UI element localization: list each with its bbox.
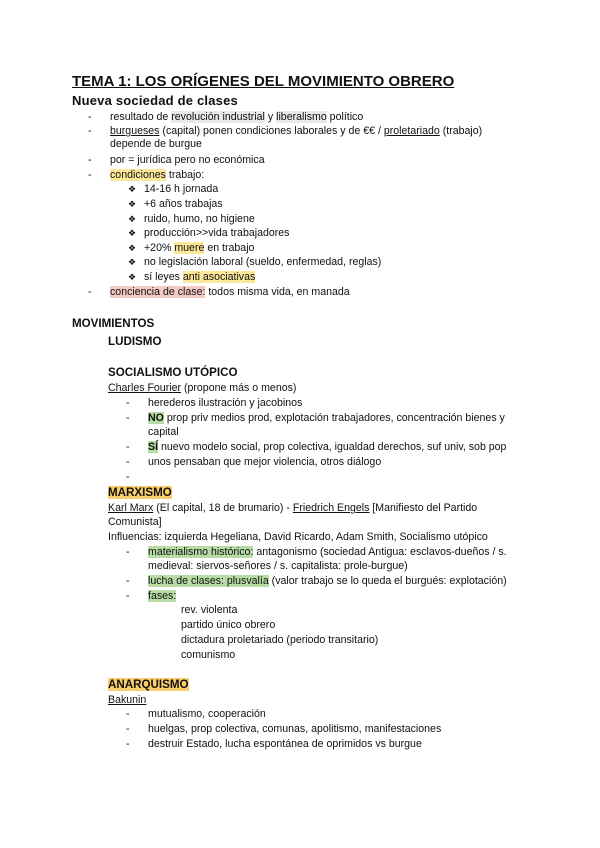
list-item: - huelgas, prop colectiva, comunas, apolitismo, manifestaciones bbox=[126, 723, 442, 735]
bullet-dash: - bbox=[126, 738, 130, 750]
sub-list-item: ❖ no legislación laboral (sueldo, enfermedad, reglas) bbox=[128, 256, 382, 268]
phase-item: partido único obrero bbox=[181, 619, 276, 631]
list-item: - unos pensaban que mejor violencia, otros diálogo bbox=[126, 456, 382, 468]
bullet-dash: - bbox=[126, 441, 130, 453]
highlight-text: ANARQUISMO bbox=[108, 678, 189, 691]
bullet-dash: - bbox=[88, 125, 92, 137]
phase-item: comunismo bbox=[181, 649, 236, 661]
influences-line: Influencias: izquierda Hegeliana, David Ricardo, Adam Smith, Socialismo utópico bbox=[108, 531, 488, 543]
author-line: Karl Marx (El capital, 18 de brumario) - Friedrich Engels [Manifiesto del Partido bbox=[108, 502, 478, 514]
highlight-text: NO bbox=[148, 412, 164, 424]
list-item: - lucha de clases: plusvalía (valor trabajo se lo queda el burgués: explotación) bbox=[126, 575, 507, 587]
diamond-bullet-icon: ❖ bbox=[128, 228, 137, 238]
highlight-text: materialismo histórico: bbox=[148, 546, 254, 558]
phase-item: dictadura proletariado (periodo transitario) bbox=[181, 634, 379, 646]
diamond-bullet-icon: ❖ bbox=[128, 272, 137, 282]
bullet-dash: - bbox=[88, 154, 92, 166]
list-item: - mutualismo, cooperación bbox=[126, 708, 266, 720]
list-item: - condiciones trabajo: bbox=[88, 169, 205, 181]
list-item: - destruir Estado, lucha espontánea de oprimidos vs burgue bbox=[126, 738, 422, 750]
highlight-text: conciencia de clase: bbox=[110, 286, 206, 298]
highlight-text: anti asociativas bbox=[182, 271, 256, 283]
list-item: - por = jurídica pero no económica bbox=[88, 154, 265, 166]
highlight-text: liberalismo bbox=[276, 111, 327, 123]
section-heading-socialismo-utopico: SOCIALISMO UTÓPICO bbox=[108, 366, 238, 379]
list-item: - materialismo histórico: antagonismo (sociedad Antigua: esclavos-dueños / s. bbox=[126, 546, 507, 558]
sub-list-item: ❖ producción>>vida trabajadores bbox=[128, 227, 290, 239]
sub-list-item: ❖ sí leyes anti asociativas bbox=[128, 271, 256, 283]
sub-list-item: ❖ +20% muere en trabajo bbox=[128, 242, 255, 254]
highlight-text: lucha de clases: plusvalía bbox=[148, 575, 269, 587]
author-line-continuation: Comunista] bbox=[108, 516, 162, 528]
list-item-continuation: capital bbox=[148, 426, 179, 438]
list-item bbox=[126, 590, 176, 603]
highlight-text: condiciones bbox=[110, 169, 166, 181]
list-item: - resultado de revolución industrial y liberalismo político bbox=[88, 111, 364, 123]
bullet-dash: - bbox=[88, 111, 92, 123]
bullet-dash: - bbox=[126, 708, 130, 720]
diamond-bullet-icon: ❖ bbox=[128, 243, 137, 253]
list-item: - burgueses (capital) ponen condiciones laborales y de €€ / proletariado (trabajo) bbox=[88, 125, 483, 137]
diamond-bullet-icon: ❖ bbox=[128, 199, 137, 209]
list-item: - conciencia de clase: todos misma vida, en manada bbox=[88, 286, 350, 298]
list-item-continuation: depende de burgue bbox=[110, 138, 202, 150]
list-item: - SÍ nuevo modelo social, prop colectiva, igualdad derechos, suf univ, sob pop bbox=[126, 441, 507, 453]
section-heading-marxismo bbox=[108, 486, 172, 500]
bullet-dash: - bbox=[126, 546, 130, 558]
list-item-empty bbox=[126, 471, 148, 484]
section-heading-ludismo: LUDISMO bbox=[108, 335, 162, 348]
section-heading-anarquismo bbox=[108, 678, 189, 692]
sub-list-item: ❖ ruido, humo, no higiene bbox=[128, 213, 255, 225]
section-heading-movimientos: MOVIMIENTOS bbox=[72, 317, 155, 330]
sub-list-item: ❖ +6 años trabajas bbox=[128, 198, 223, 210]
diamond-bullet-icon: ❖ bbox=[128, 257, 137, 267]
section-heading-nueva-sociedad: Nueva sociedad de clases bbox=[72, 93, 238, 108]
list-item: - herederos ilustración y jacobinos bbox=[126, 397, 303, 409]
bullet-dash: - bbox=[126, 590, 130, 602]
highlight-text: MARXISMO bbox=[108, 486, 172, 499]
sub-list-item: ❖ 14-16 h jornada bbox=[128, 183, 219, 195]
bullet-dash: - bbox=[126, 723, 130, 735]
highlight-text: fases: bbox=[148, 590, 177, 602]
highlight-text: revolución industrial bbox=[171, 111, 265, 123]
page-title: TEMA 1: LOS ORÍGENES DEL MOVIMIENTO OBRERO bbox=[72, 73, 455, 90]
author-line: Bakunin bbox=[108, 694, 147, 706]
bullet-dash: - bbox=[88, 169, 92, 181]
highlight-text: SÍ bbox=[148, 441, 159, 453]
bullet-dash: - bbox=[126, 575, 130, 587]
bullet-dash: - bbox=[126, 412, 130, 424]
phase-item: rev. violenta bbox=[181, 604, 238, 616]
diamond-bullet-icon: ❖ bbox=[128, 184, 137, 194]
highlight-text: muere bbox=[174, 242, 205, 254]
diamond-bullet-icon: ❖ bbox=[128, 214, 137, 224]
list-item: - NO prop priv medios prod, explotación trabajadores, concentración bienes y bbox=[126, 412, 505, 424]
bullet-dash: - bbox=[126, 471, 130, 483]
author-line: Charles Fourier (propone más o menos) bbox=[108, 382, 297, 394]
list-item-continuation: medieval: siervos-señores / s. capitalista: prole-burgue) bbox=[148, 560, 408, 572]
bullet-dash: - bbox=[88, 286, 92, 298]
bullet-dash: - bbox=[126, 397, 130, 409]
bullet-dash: - bbox=[126, 456, 130, 468]
